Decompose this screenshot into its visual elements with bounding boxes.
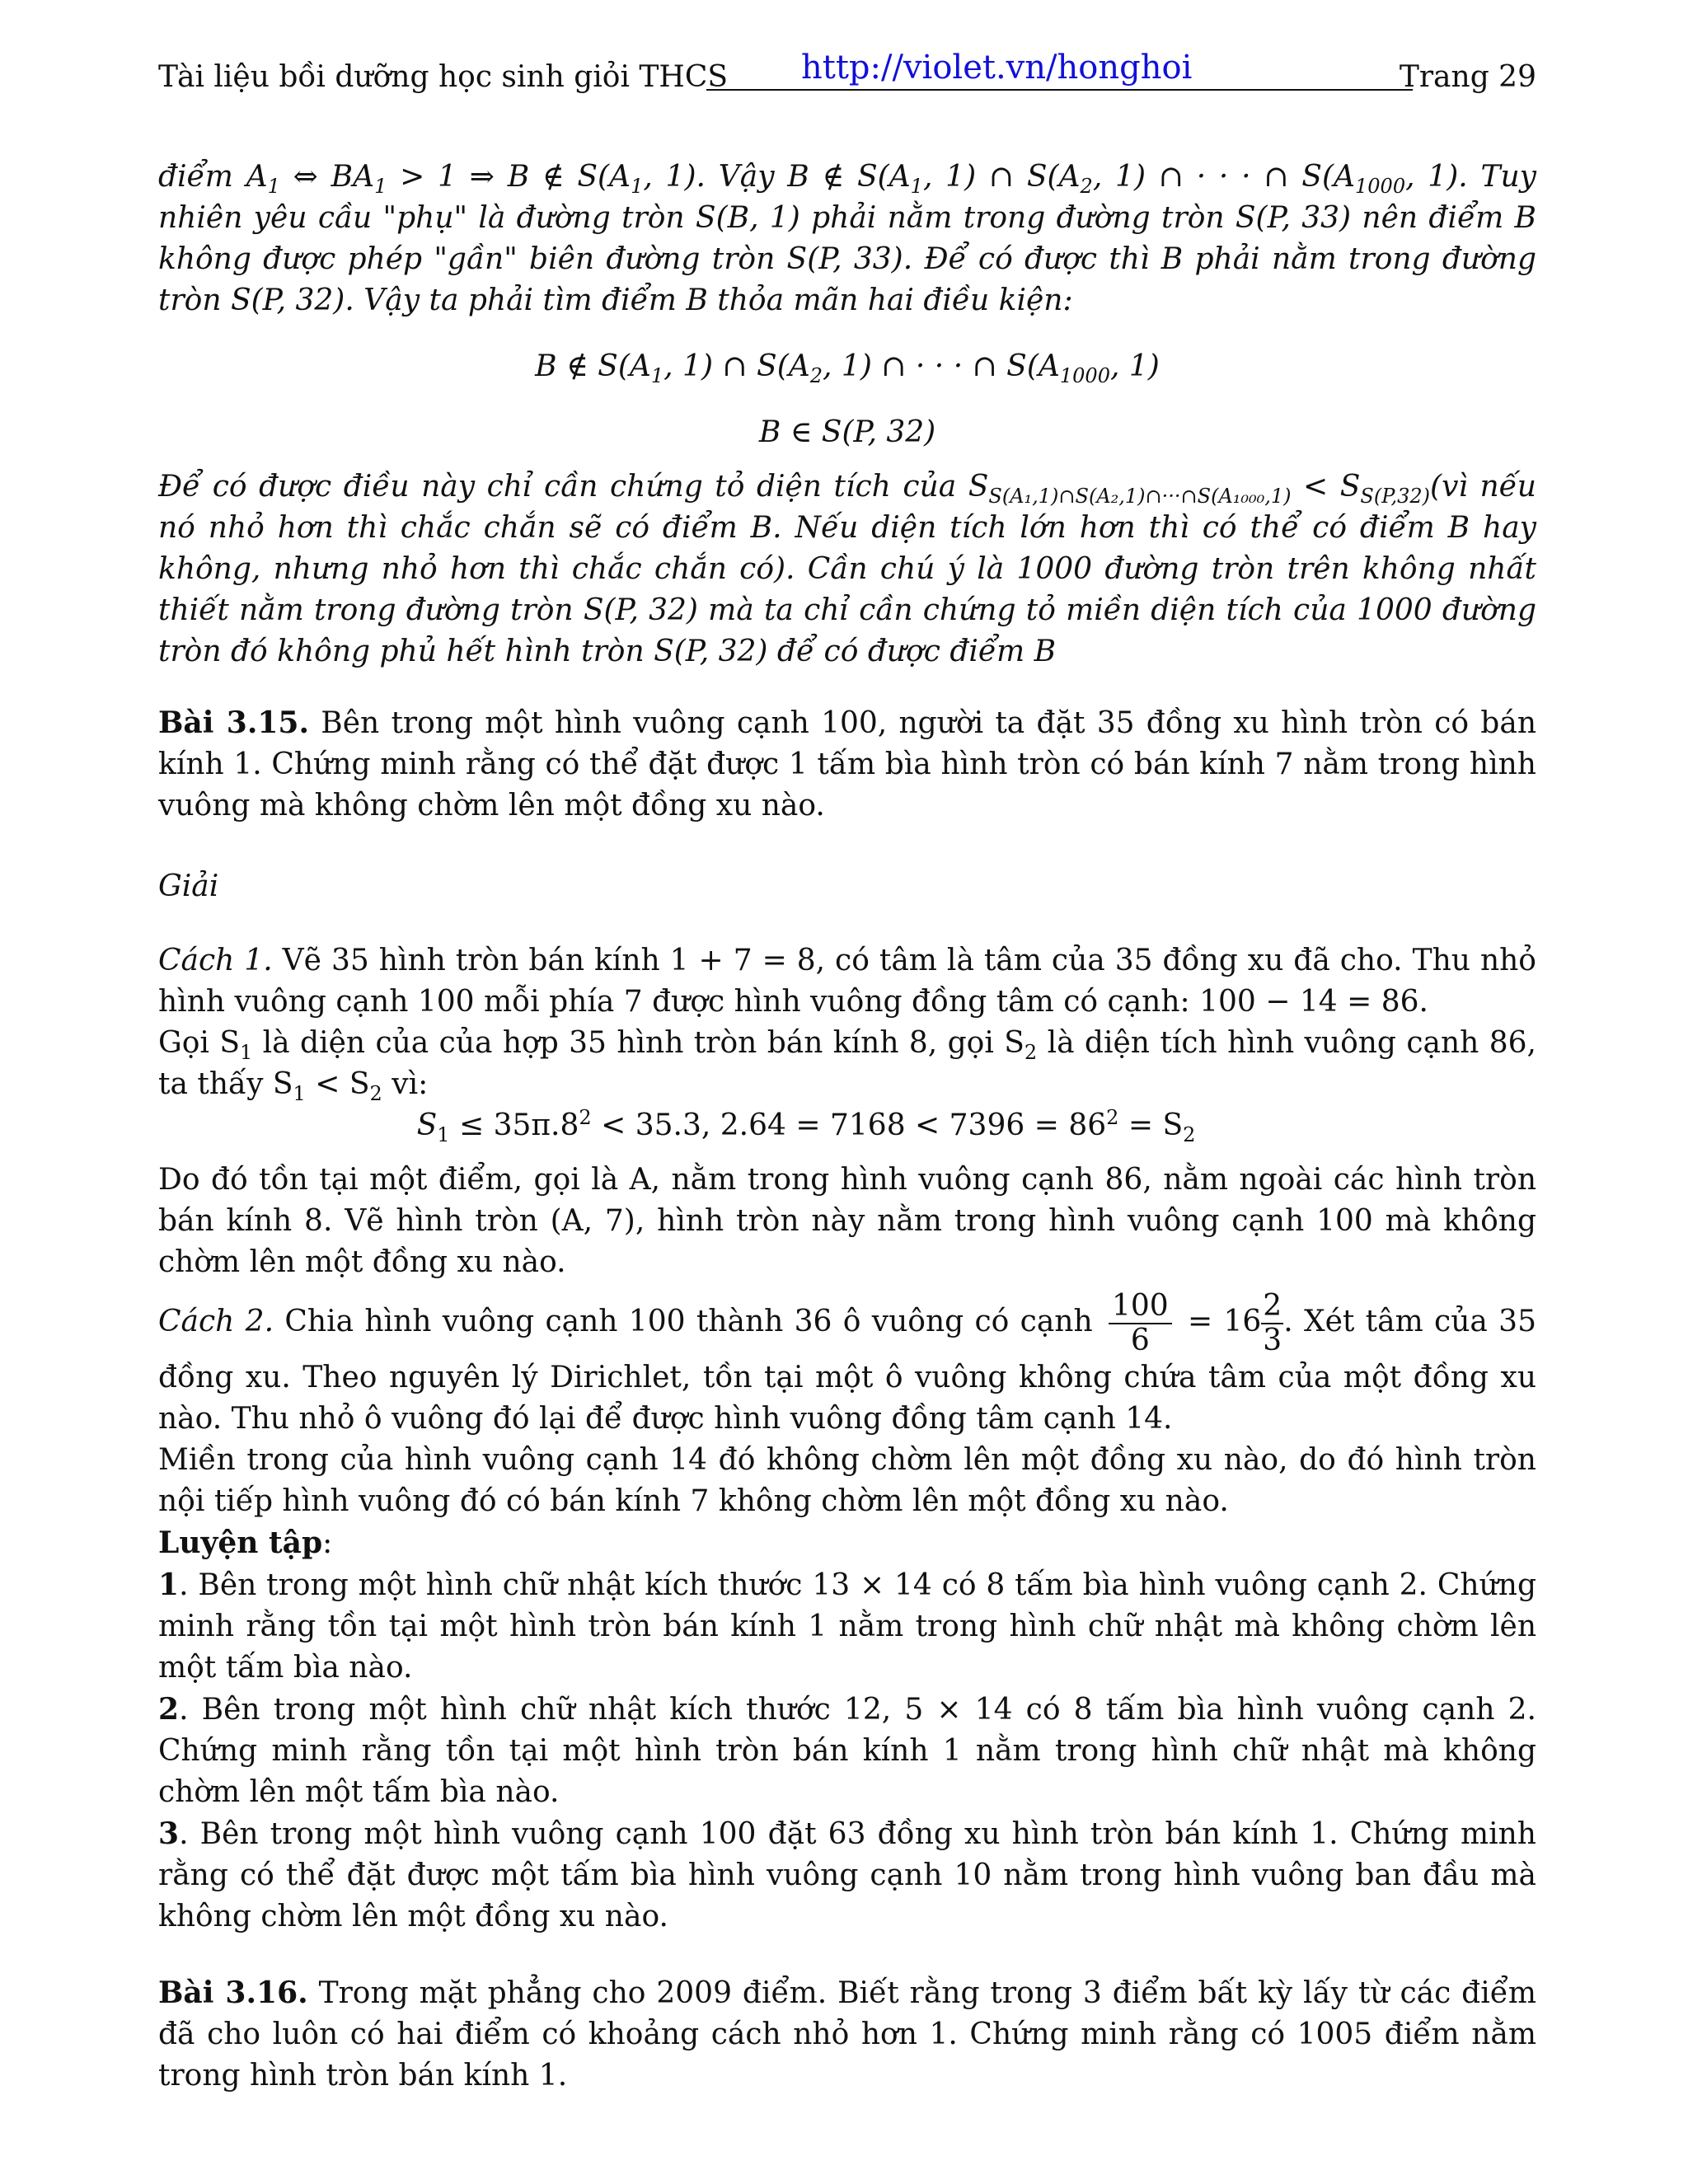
practice-item-1: 1. Bên trong một hình chữ nhật kích thước 13 × 14 có 8 tấm bìa hình vuông cạnh 2. Chứng minh rằng tồn tại một hình tròn bán kính 1 nằm trong hình chữ nhật mà không chờm lên một tấm bìa nào. bbox=[158, 1568, 1536, 1685]
header-link[interactable]: http://violet.vn/honghoi bbox=[801, 49, 1193, 87]
condition-equation-1: B ∉ $S(A_1$, 1) ∩ $S(A_2$, 1) ∩ · · · ∩ $S(A_{1000}$, 1) bbox=[535, 349, 1160, 388]
method-1-inequality: $S_1 \le 35\pi.8^2 < 35.3$, $2.64 = 7168 < 7396 = 86^2 = S_2$ bbox=[416, 1106, 1196, 1147]
header-rule bbox=[706, 89, 1413, 91]
header-title: Tài liệu bồi dưỡng học sinh giỏi THCS bbox=[158, 60, 729, 94]
method-2-paragraph: Cách 2. Chia hình vuông cạnh 100 thành 36 ô vuông có cạnh $\frac{100}{6}$ = 16 $\frac{2}{3}$ . Xét tâm của 35 đồng xu. Theo nguyên lý Dirichlet, tồn tại một ô vuông không chứa tâm của một đồng xu nào. Thu nhỏ ô vuông đó lại để được hình vuông đồng tâm cạnh 14. bbox=[158, 1289, 1536, 1436]
practice-heading: Luyện tập: bbox=[158, 1526, 333, 1560]
practice-item-3: 3. Bên trong một hình vuông cạnh 100 đặt 63 đồng xu hình tròn bán kính 1. Chứng minh rằng có thể đặt được một tấm bìa hình vuông cạnh 10 nằm trong hình vuông ban đầu mà không chờm lên một đồng xu nào. bbox=[158, 1816, 1536, 1933]
solution-heading: Giải bbox=[158, 869, 219, 903]
problem-3-16: Bài 3.16. Trong mặt phẳng cho 2009 điểm. Biết rằng trong 3 điểm bất kỳ lấy từ các điểm đã cho luôn có hai điểm có khoảng cách nhỏ hơn 1. Chứng minh rằng có 1005 điểm nằm trong hình tròn bán kính 1. bbox=[158, 1975, 1536, 2093]
header-page-number: Trang 29 bbox=[1399, 60, 1536, 94]
proof-continuation-paragraph: điểm $A_1$ ⇔ $BA_1 > 1$ ⇒ B ∉ $S(A_1$, 1). Vậy B ∉ $S(A_1$, 1) ∩ $S(A_2$, 1) ∩ · · · ∩ $S(A_{1000}$, 1). Tuy nhiên yêu cầu "phụ" là đường tròn S(B, 1) phải nằm trong đường tròn S(P, 33) nên điểm B không được phép "gần" biên đường tròn S(P, 33). Để có được thì B phải nằm trong đường tròn S(P, 32). Vậy ta phải tìm điểm B thỏa mãn hai điều kiện: bbox=[158, 160, 1537, 317]
problem-label: Bài 3.16. bbox=[158, 1975, 308, 2010]
practice-item-2: 2. Bên trong một hình chữ nhật kích thước 12, 5 × 14 có 8 tấm bìa hình vuông cạnh 2. Chứng minh rằng tồn tại một hình tròn bán kính 1 nằm trong hình chữ nhật mà không chờm lên một tấm bìa nào. bbox=[158, 1692, 1536, 1809]
method-1-paragraph: Cách 1. Vẽ 35 hình tròn bán kính 1 + 7 = 8, có tâm là tâm của 35 đồng xu đã cho. Thu nhỏ hình vuông cạnh 100 mỗi phía 7 được hình vuông đồng tâm có cạnh: 100 − 14 = 86. bbox=[158, 944, 1536, 1019]
method-1-line-2: Gọi $S_1$ là diện của của hợp 35 hình tròn bán kính 8, gọi $S_2$ là diện tích hình vuông cạnh 86, ta thấy $S_1 < S_2$ vì: bbox=[158, 1026, 1536, 1106]
page-header bbox=[158, 49, 1536, 99]
fraction-100-over-6: $\frac{100}{6}$ bbox=[1109, 1290, 1172, 1357]
area-argument-paragraph: Để có được điều này chỉ cần chứng tỏ diện tích của $S_{S(A_1,1)\cap S(A_2,1)\cap\cdot\cdot\cdot\cap S(A_{1000},1)}$ < $S_{S(P,32)}(vì$ nếu nó nhỏ hơn thì chắc chắn sẽ có điểm B. Nếu diện tích lớn hơn thì có thể có điểm B hay không, nhưng nhỏ hơn thì chắc chắn có). Cần chú ý là 1000 đường tròn trên không nhất thiết nằm trong đường tròn S(P, 32) mà ta chỉ cần chứng tỏ miền diện tích của 1000 đường tròn đó không phủ hết hình tròn S(P, 32) để có được điểm B bbox=[158, 470, 1536, 668]
method-1-conclusion: Do đó tồn tại một điểm, gọi là A, nằm trong hình vuông cạnh 86, nằm ngoài các hình tròn bán kính 8. Vẽ hình tròn (A, 7), hình tròn này nằm trong hình vuông cạnh 100 mà không chờm lên một đồng xu nào. bbox=[158, 1163, 1536, 1279]
condition-equation-2: B ∈ S(P, 32) bbox=[758, 415, 936, 449]
problem-3-15: Bài 3.15. Bên trong một hình vuông cạnh 100, người ta đặt 35 đồng xu hình tròn có bán kính 1. Chứng minh rằng có thể đặt được 1 tấm bìa hình tròn có bán kính 7 nằm trong hình vuông mà không chờm lên một đồng xu nào. bbox=[158, 705, 1536, 823]
method-2-conclusion: Miền trong của hình vuông cạnh 14 đó không chờm lên một đồng xu nào, do đó hình tròn nội tiếp hình vuông đó có bán kính 7 không chờm lên một đồng xu nào. bbox=[158, 1443, 1536, 1518]
fraction-2-over-3: $\frac{2}{3}$ bbox=[1263, 1289, 1282, 1357]
page-content bbox=[158, 157, 1536, 2097]
problem-label: Bài 3.15. bbox=[158, 705, 309, 740]
